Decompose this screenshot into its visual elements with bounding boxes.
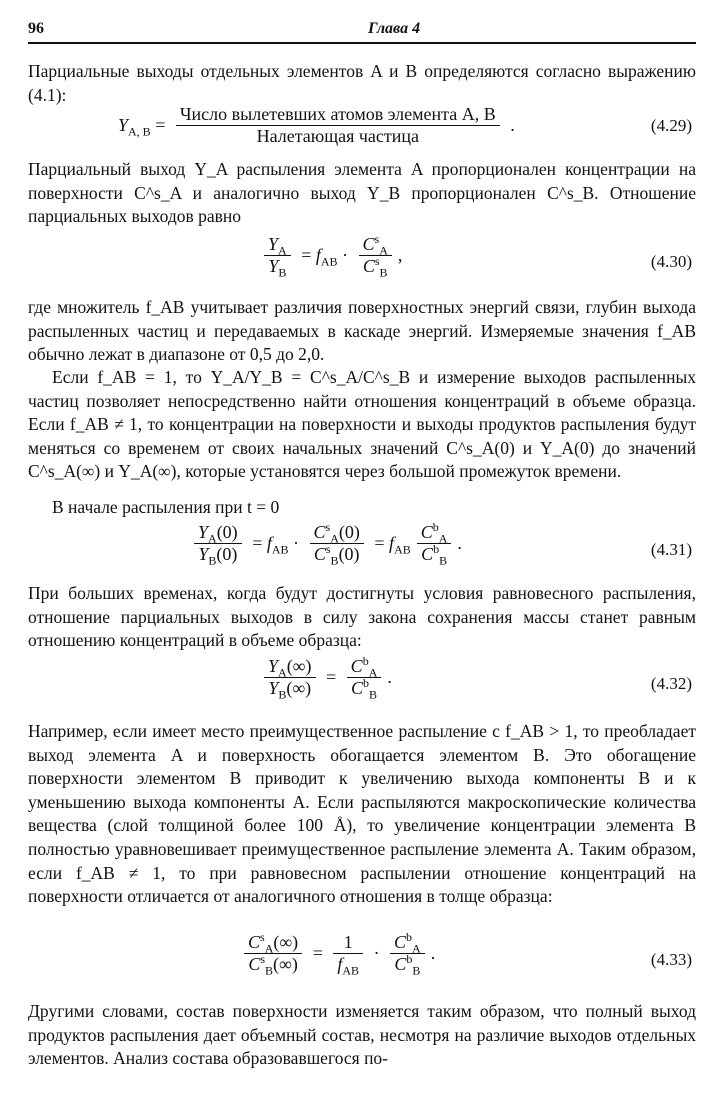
paragraph-2-text: Парциальный выход Y_A распыления элемента A пропорционален концентрации на поверхности C^s_A и аналогично выход Y_B пропорционален C^s_B. Отношение парциальных выходов равно — [28, 159, 696, 227]
paragraph-6 — [28, 582, 696, 653]
equation-4-31: $\frac{Y_A(0)}{Y_B(0)}$ = $f_{AB}$ · $\frac{C^s_A(0)}{C^s_B(0)}$ = $f_{AB}$ $\frac{C^b_A}{C^b_B}$ . (4.31) — [28, 522, 696, 578]
paragraph-1 — [28, 60, 696, 107]
eq-4-29-denominator: Налетающая частица — [256, 126, 419, 146]
paragraph-5-text: В начале распыления при t = 0 — [52, 497, 280, 517]
equation-4-33: $\frac{C^s_A(\infty)}{C^s_B(\infty)}$ = $\frac{1}{f_{AB}}$ · $\frac{C^b_A}{C^b_B}$ . (4.33) — [28, 932, 696, 988]
page-header — [28, 18, 696, 44]
paragraph-4 — [28, 366, 696, 484]
paragraph-1-text: Парциальные выходы отдельных элементов A и B определяются согласно выражению (4.1): — [28, 61, 696, 105]
equation-number: (4.30) — [650, 252, 692, 271]
equation-number: (4.31) — [650, 540, 692, 559]
paragraph-7 — [28, 720, 696, 909]
paragraph-3 — [28, 296, 696, 367]
paragraph-7-text: Например, если имеет место преимущественное распыление с f_AB > 1, то преобладает выход элемента A и поверхность обогащается элементом B. Это обогащение поверхности элементом B приводит к увеличению выхода компоненты B и к уменьшению выхода компоненты A. Если распыляются макроскопические количества вещества (слой толщиной более 100 Å), то увеличение концентрации элемента B полностью уравновешивает преимущественное распыление элемента A. Таким образом, если f_AB ≠ 1, то при равновесном распылении отношение концентраций на поверхности отличается от аналогичного отношения в толще образца: — [28, 721, 696, 907]
paragraph-2 — [28, 158, 696, 229]
paragraph-8-text: Другими словами, состав поверхности изменяется таким образом, что полный выход продуктов распыления дает объемный состав, несмотря на различие выходов отдельных элементов. Анализ состава образовавшегося по- — [28, 1001, 696, 1069]
equation-number: (4.33) — [650, 950, 692, 969]
paragraph-4-text: Если f_AB = 1, то Y_A/Y_B = C^s_A/C^s_B и измерение выходов распыленных частиц позволяет непосредственно найти отношения концентраций в объеме образца. Если f_AB ≠ 1, то концентрации на поверхности и выходы продуктов распыления будут меняться со временем от своих начальных значений C^s_A(0) и Y_A(0) до значений C^s_A(∞) и Y_A(∞), которые установятся через большой промежуток времени. — [28, 367, 696, 482]
paragraph-6-text: При больших временах, когда будут достигнуты условия равновесного распыления, отношение парциальных выходов в силу закона сохранения массы станет равным отношению концентраций в объеме образца: — [28, 583, 696, 651]
equation-number: (4.29) — [650, 116, 692, 135]
eq-4-29-numerator: Число вылетевших атомов элемента A, B — [176, 104, 500, 126]
paragraph-5 — [28, 496, 696, 520]
chapter-title: Глава 4 — [368, 20, 421, 37]
equation-number: (4.32) — [650, 674, 692, 693]
paragraph-8 — [28, 1000, 696, 1071]
paragraph-3-text: где множитель f_AB учитывает различия поверхностных энергий связи, глубин выхода распыленных частиц и передаваемых в каскаде энергий. Измеряемые значения f_AB обычно лежат в диапазоне от 0,5 до 2,0. — [28, 297, 696, 365]
equation-4-29: $Y_{A, B}$ = $\frac{\text{Число вылетевших атомов элемента A, B}}{\text{Налетающая частица}}$ . (4.29) — [118, 104, 692, 146]
equation-4-32: $\frac{Y_A(\infty)}{Y_B(\infty)}$ = $\frac{C^b_A}{C^b_B}$ . (4.32) — [28, 656, 696, 712]
page-number: 96 — [28, 20, 44, 37]
equation-4-30: $\frac{Y_A}{Y_B}$ = $f_{AB}$ · $\frac{C^s_A}{C^s_B}$ , (4.30) — [28, 234, 696, 290]
